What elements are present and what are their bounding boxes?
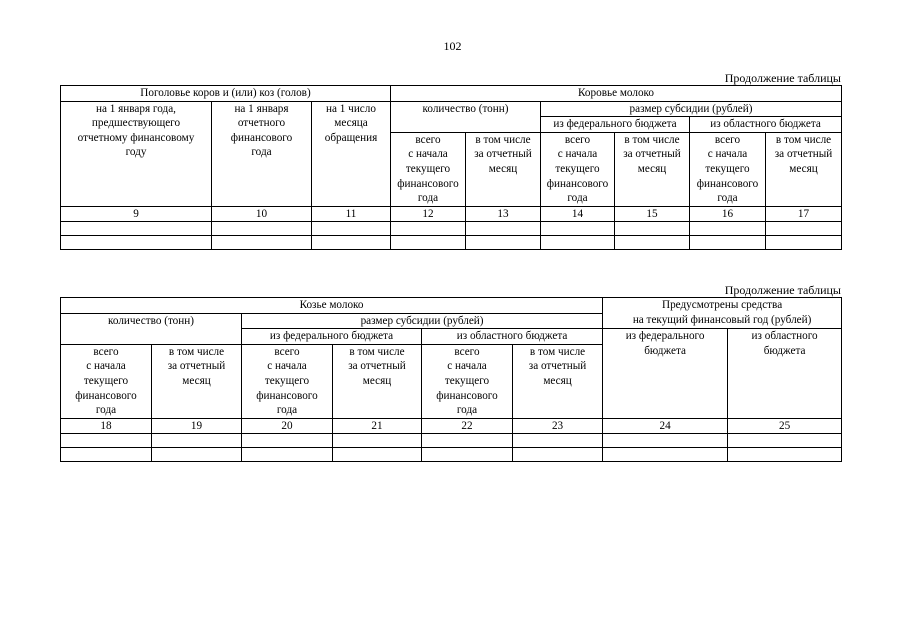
column-number: 24: [603, 418, 728, 434]
empty-cell[interactable]: [615, 222, 690, 236]
quantity-header: количество (тонн): [391, 101, 541, 132]
empty-cell[interactable]: [422, 434, 513, 448]
table-row: [61, 434, 842, 448]
column-number: 22: [422, 418, 513, 434]
empty-cell[interactable]: [690, 236, 766, 250]
empty-cell[interactable]: [61, 236, 212, 250]
empty-cell[interactable]: [728, 448, 842, 462]
column-number: 23: [513, 418, 603, 434]
empty-cell[interactable]: [766, 236, 842, 250]
column-number: 9: [61, 206, 212, 222]
funds-regional-header: из областного бюджета: [751, 330, 818, 357]
funds-federal-header: из федерального бюджета: [625, 330, 705, 357]
quantity-month-header: в том числе за отчетный месяц: [474, 133, 532, 175]
empty-cell[interactable]: [212, 222, 312, 236]
quantity-total-header: всего с начала текущего финансового года: [397, 133, 459, 205]
empty-cell[interactable]: [61, 434, 152, 448]
livestock-report-year-header: на 1 января отчетного финансового года: [230, 102, 293, 159]
empty-cell[interactable]: [466, 222, 541, 236]
quantity-header: количество (тонн): [61, 313, 242, 344]
livestock-month-header: на 1 число месяца обращения: [324, 102, 378, 144]
regional-month-header: в том числе за отчетный месяц: [774, 133, 833, 175]
column-number: 25: [728, 418, 842, 434]
column-number: 15: [615, 206, 690, 222]
empty-cell[interactable]: [61, 448, 152, 462]
column-number: 16: [690, 206, 766, 222]
regional-budget-header: из областного бюджета: [422, 329, 603, 345]
empty-cell[interactable]: [513, 434, 603, 448]
empty-cell[interactable]: [242, 434, 333, 448]
subsidy-header: размер субсидии (рублей): [242, 313, 603, 329]
federal-budget-header: из федерального бюджета: [541, 117, 690, 133]
goat-milk-table: [60, 297, 842, 462]
livestock-header: Поголовье коров и (или) коз (голов): [61, 86, 391, 102]
empty-cell[interactable]: [312, 222, 391, 236]
continuation-label-2: Продолжение таблицы: [724, 283, 841, 297]
regional-month-header: в том числе за отчетный месяц: [528, 345, 587, 387]
empty-cell[interactable]: [212, 236, 312, 250]
regional-total-header: всего с начала текущего финансового года: [436, 345, 498, 417]
federal-total-header: всего с начала текущего финансового года: [546, 133, 609, 205]
livestock-prev-year-header: на 1 января года, предшествующего отчетному финансовому году: [77, 102, 195, 159]
table-row: [61, 448, 842, 462]
federal-month-header: в том числе за отчетный месяц: [348, 345, 406, 387]
page-number: 102: [443, 39, 462, 53]
empty-cell[interactable]: [242, 448, 333, 462]
empty-cell[interactable]: [513, 448, 603, 462]
empty-cell[interactable]: [728, 434, 842, 448]
cow-milk-header: Коровье молоко: [391, 86, 842, 102]
empty-cell[interactable]: [391, 236, 466, 250]
quantity-month-header: в том числе за отчетный месяц: [167, 345, 226, 387]
column-number: 11: [312, 206, 391, 222]
empty-cell[interactable]: [766, 222, 842, 236]
column-number: 12: [391, 206, 466, 222]
regional-total-header: всего с начала текущего финансового года: [696, 133, 759, 205]
column-number: 17: [766, 206, 842, 222]
table-row: [61, 222, 842, 236]
empty-cell[interactable]: [466, 236, 541, 250]
continuation-label-1: Продолжение таблицы: [724, 71, 841, 85]
column-number: 10: [212, 206, 312, 222]
empty-cell[interactable]: [615, 236, 690, 250]
table-row: [61, 236, 842, 250]
subsidy-header: размер субсидии (рублей): [541, 101, 842, 117]
goat-milk-header: Козье молоко: [61, 298, 603, 314]
empty-cell[interactable]: [312, 236, 391, 250]
empty-cell[interactable]: [333, 434, 422, 448]
federal-month-header: в том числе за отчетный месяц: [623, 133, 681, 175]
empty-cell[interactable]: [333, 448, 422, 462]
regional-budget-header: из областного бюджета: [690, 117, 842, 133]
federal-budget-header: из федерального бюджета: [242, 329, 422, 345]
empty-cell[interactable]: [152, 448, 242, 462]
empty-cell[interactable]: [422, 448, 513, 462]
empty-cell[interactable]: [603, 448, 728, 462]
empty-cell[interactable]: [690, 222, 766, 236]
column-number: 20: [242, 418, 333, 434]
column-number: 13: [466, 206, 541, 222]
empty-cell[interactable]: [152, 434, 242, 448]
column-number: 18: [61, 418, 152, 434]
empty-cell[interactable]: [61, 222, 212, 236]
quantity-total-header: всего с начала текущего финансового года: [75, 345, 137, 417]
empty-cell[interactable]: [391, 222, 466, 236]
federal-total-header: всего с начала текущего финансового года: [256, 345, 318, 417]
empty-cell[interactable]: [603, 434, 728, 448]
column-number: 19: [152, 418, 242, 434]
funds-header: Предусмотрены средства на текущий финансовый год (рублей): [632, 299, 812, 326]
column-number: 14: [541, 206, 615, 222]
cow-milk-table: [60, 85, 842, 250]
empty-cell[interactable]: [541, 236, 615, 250]
column-number: 21: [333, 418, 422, 434]
empty-cell[interactable]: [541, 222, 615, 236]
